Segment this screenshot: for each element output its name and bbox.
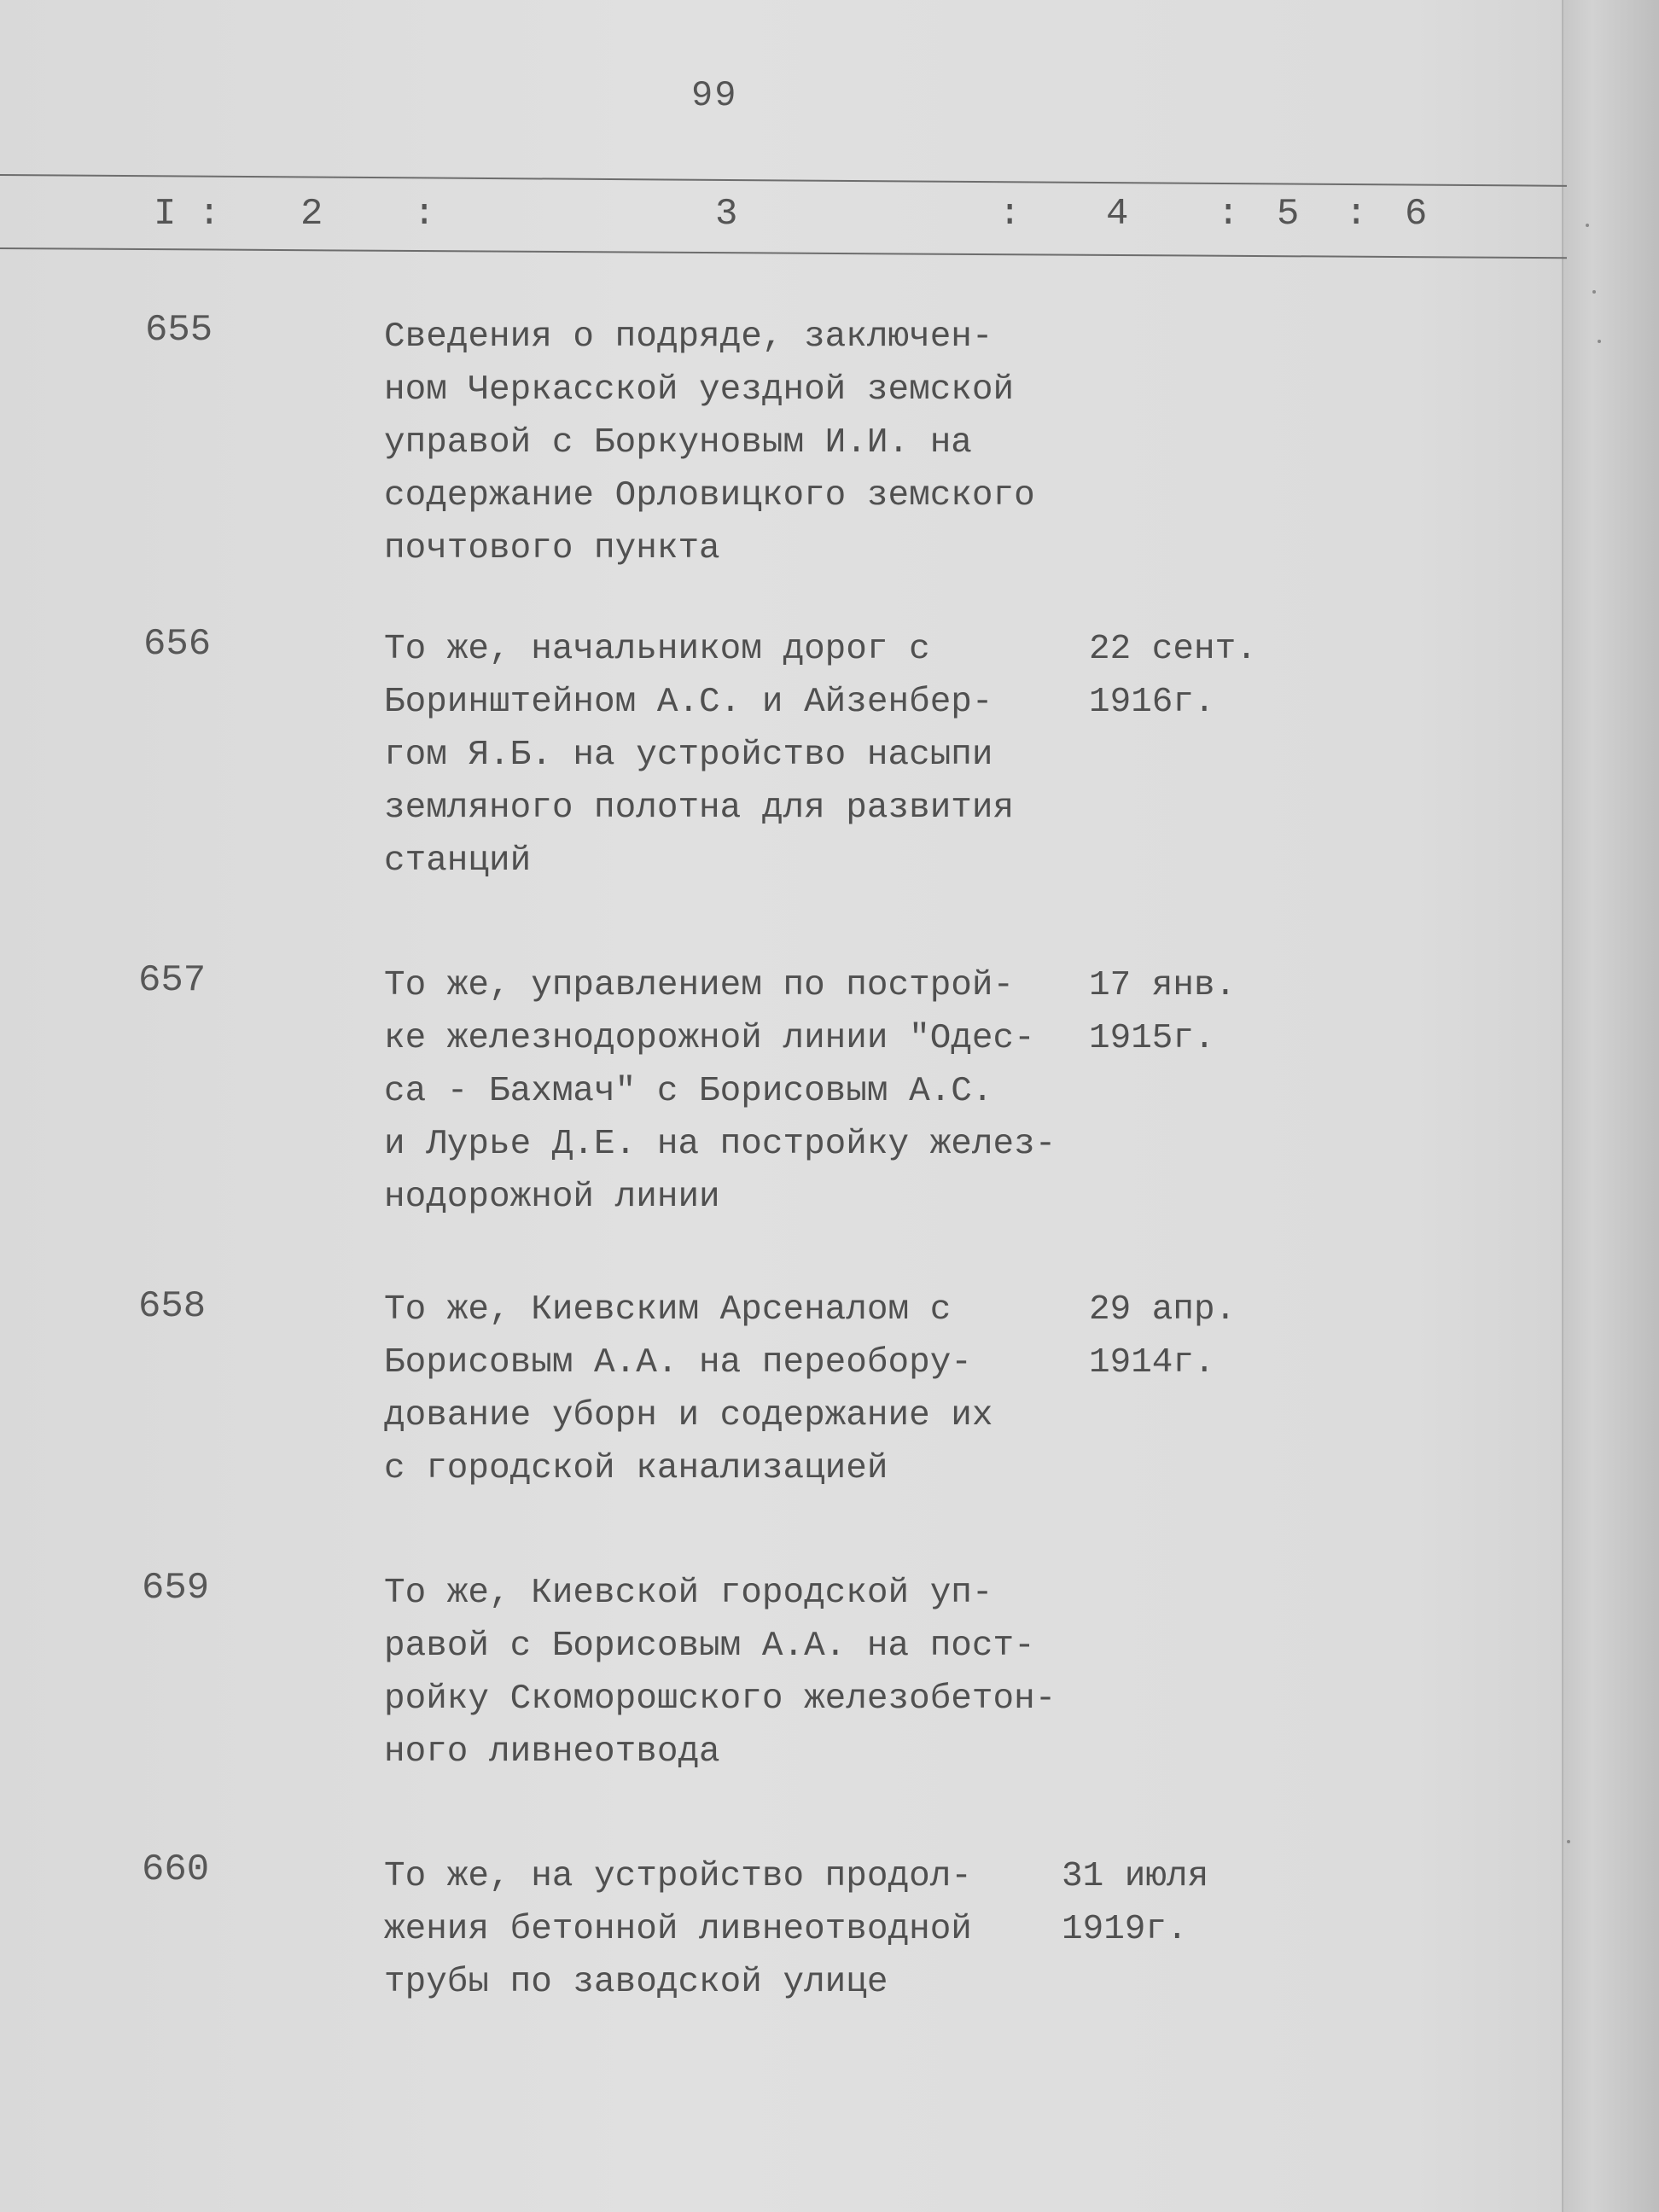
column-separator: : bbox=[1345, 193, 1368, 236]
entry-line: Сведения о подряде, заключен- bbox=[384, 317, 993, 357]
entry-description bbox=[384, 959, 1135, 1224]
entry-line: трубы по заводской улице bbox=[384, 1963, 888, 2002]
entry-line: То же, Киевским Арсеналом с bbox=[384, 1290, 952, 1330]
entry-line: ке железнодорожной линии "Одес- bbox=[384, 1019, 1035, 1058]
entry-date-line: 22 сент. bbox=[1089, 630, 1257, 669]
entry-date bbox=[1062, 1850, 1208, 1956]
entry-line: управой с Боркуновым И.И. на bbox=[384, 423, 972, 463]
entry-description bbox=[384, 1567, 1135, 1778]
column-header-2: 2 bbox=[300, 193, 323, 236]
entry-date-line: 1915г. bbox=[1089, 1019, 1215, 1058]
entry-line: То же, начальником дорог с bbox=[384, 630, 930, 669]
entry-description bbox=[384, 311, 1135, 575]
entry-line: станций bbox=[384, 841, 532, 881]
entry-description bbox=[384, 1284, 1135, 1495]
entry-line: содержание Орловицкого земского bbox=[384, 476, 1035, 515]
column-separator: : bbox=[198, 193, 221, 236]
entry-date-line: 31 июля bbox=[1062, 1857, 1209, 1896]
scan-speck bbox=[1567, 1840, 1570, 1843]
entry-line: с городской канализацией bbox=[384, 1449, 888, 1488]
column-header-3: 3 bbox=[715, 193, 738, 236]
entry-line: нодорожной линии bbox=[384, 1178, 720, 1217]
scan-speck bbox=[1598, 340, 1601, 343]
entry-line: То же, управлением по построй- bbox=[384, 966, 1015, 1005]
entry-number: 659 bbox=[142, 1567, 210, 1610]
scan-speck bbox=[1592, 290, 1596, 294]
column-separator: : bbox=[1217, 193, 1240, 236]
entry-date-line: 1919г. bbox=[1062, 1910, 1188, 1949]
entry-number: 660 bbox=[142, 1848, 210, 1891]
column-header-5: 5 bbox=[1277, 193, 1300, 236]
page-number: 99 bbox=[691, 75, 738, 116]
entry-line: жения бетонной ливнеотводной bbox=[384, 1910, 972, 1949]
entry-number: 658 bbox=[138, 1285, 207, 1328]
scan-speck bbox=[1586, 224, 1589, 227]
entry-line: Боринштейном А.С. и Айзенбер- bbox=[384, 683, 993, 722]
entry-description bbox=[384, 623, 1135, 888]
entry-date-line: 29 апр. bbox=[1089, 1290, 1237, 1330]
entry-date-line: 17 янв. bbox=[1089, 966, 1237, 1005]
entry-line: То же, Киевской городской уп- bbox=[384, 1574, 993, 1613]
entry-line: почтового пункта bbox=[384, 529, 720, 568]
entry-line: То же, на устройство продол- bbox=[384, 1857, 972, 1896]
entry-date bbox=[1089, 623, 1257, 729]
entry-line: и Лурье Д.Е. на постройку желез- bbox=[384, 1125, 1057, 1164]
entry-line: ного ливнеотвода bbox=[384, 1732, 720, 1772]
entry-date-line: 1916г. bbox=[1089, 683, 1215, 722]
entry-line: ройку Скоморошского железобетон- bbox=[384, 1679, 1057, 1719]
column-separator: : bbox=[413, 193, 436, 236]
page-edge bbox=[1562, 0, 1659, 2212]
entry-line: ном Черкасской уездной земской bbox=[384, 370, 1015, 410]
entry-line: гом Я.Б. на устройство насыпи bbox=[384, 736, 993, 775]
entry-date bbox=[1089, 1284, 1236, 1389]
entry-number: 657 bbox=[138, 959, 207, 1002]
entry-line: земляного полотна для развития bbox=[384, 789, 1015, 828]
column-header-6: 6 bbox=[1405, 193, 1428, 236]
column-header-4: 4 bbox=[1106, 193, 1129, 236]
entry-number: 656 bbox=[143, 623, 212, 666]
entry-number: 655 bbox=[145, 309, 213, 352]
column-separator: : bbox=[998, 193, 1022, 236]
entry-line: са - Бахмач" с Борисовым А.С. bbox=[384, 1072, 993, 1111]
column-header-1: I bbox=[154, 193, 177, 236]
entry-line: Борисовым А.А. на переобору- bbox=[384, 1343, 972, 1382]
entry-line: равой с Борисовым А.А. на пост- bbox=[384, 1627, 1035, 1666]
entry-description bbox=[384, 1850, 1135, 2009]
entry-date bbox=[1089, 959, 1236, 1065]
entry-line: дование уборн и содержание их bbox=[384, 1396, 993, 1435]
entry-date-line: 1914г. bbox=[1089, 1343, 1215, 1382]
